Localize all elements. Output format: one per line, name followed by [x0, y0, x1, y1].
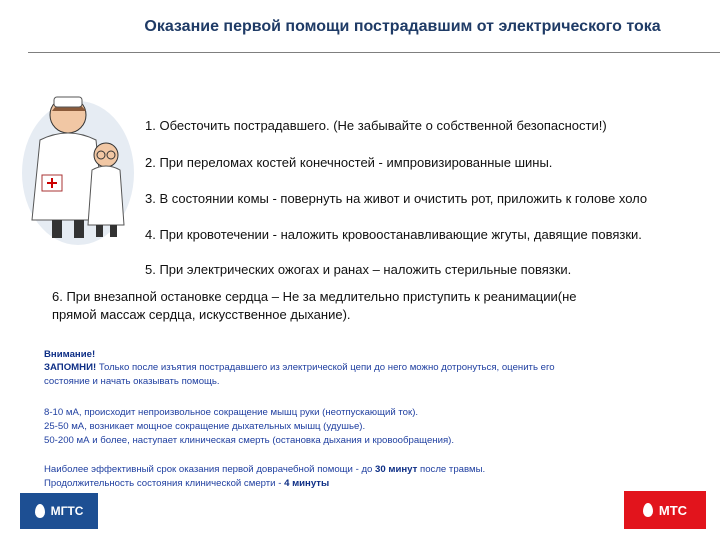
step-3: 3. В состоянии комы - повернуть на живот и очистить рот, приложить к голове холо [145, 191, 648, 206]
step-6-line-1: 6. При внезапной остановке сердца – Не за медлительно приступить к реанимации(не [52, 289, 577, 304]
notice-remember-cont: состояние и начать оказывать помощь. [44, 376, 220, 387]
step-4: 4. При кровотечении - наложить кровоостанавливающие жгуты, давящие повязки. [145, 227, 642, 242]
effective-pre: Наиболее эффективный срок оказания первой доврачебной помощи - до [44, 464, 376, 475]
clinical-death-duration [44, 477, 329, 491]
mgts-logo-text: МГТС [50, 504, 84, 518]
title-divider [28, 52, 720, 53]
remember-text: Только после изъятия пострадавшего из электрической цепи до него можно дотронуться, оценить его [96, 362, 555, 373]
duration-bold: 4 минуты [284, 478, 330, 489]
attention-label: Внимание! [44, 349, 96, 360]
remember-label: ЗАПОМНИ! [44, 362, 97, 373]
egg-icon [643, 503, 653, 517]
mts-logo-text: МТС [658, 502, 688, 518]
mgts-logo [20, 493, 98, 529]
notice-remember [44, 361, 555, 375]
step-2: 2. При переломах костей конечностей - импровизированные шины. [145, 155, 553, 170]
effective-time [44, 463, 485, 477]
doctors-illustration [18, 85, 146, 245]
current-level-1: 8-10 мА, происходит непроизвольное сокращение мышц руки (неотпускающий ток). [44, 407, 419, 418]
page-title: Оказание первой помощи пострадавшим от электрического тока [144, 18, 661, 35]
current-level-2: 25-50 мА, возникает мощное сокращение дыхательных мышц (удушье). [44, 421, 366, 432]
step-6-line-2: прямой массаж сердца, искусственное дыхание). [52, 307, 351, 322]
step-6 [52, 288, 692, 324]
effective-bold: 30 минут [375, 464, 418, 475]
step-5: 5. При электрических ожогах и ранах – наложить стерильные повязки. [145, 262, 572, 277]
egg-icon [35, 504, 45, 518]
effective-post: после травмы. [417, 464, 486, 475]
mts-logo [624, 491, 706, 529]
current-level-3: 50-200 мА и более, наступает клиническая смерть (остановка дыхания и кровообращения). [44, 435, 455, 446]
duration-pre: Продолжительность состояния клинической смерти - [44, 478, 285, 489]
notice-attention [44, 348, 95, 362]
step-1: 1. Обесточить пострадавшего. (Не забывайте о собственной безопасности!) [145, 118, 607, 133]
